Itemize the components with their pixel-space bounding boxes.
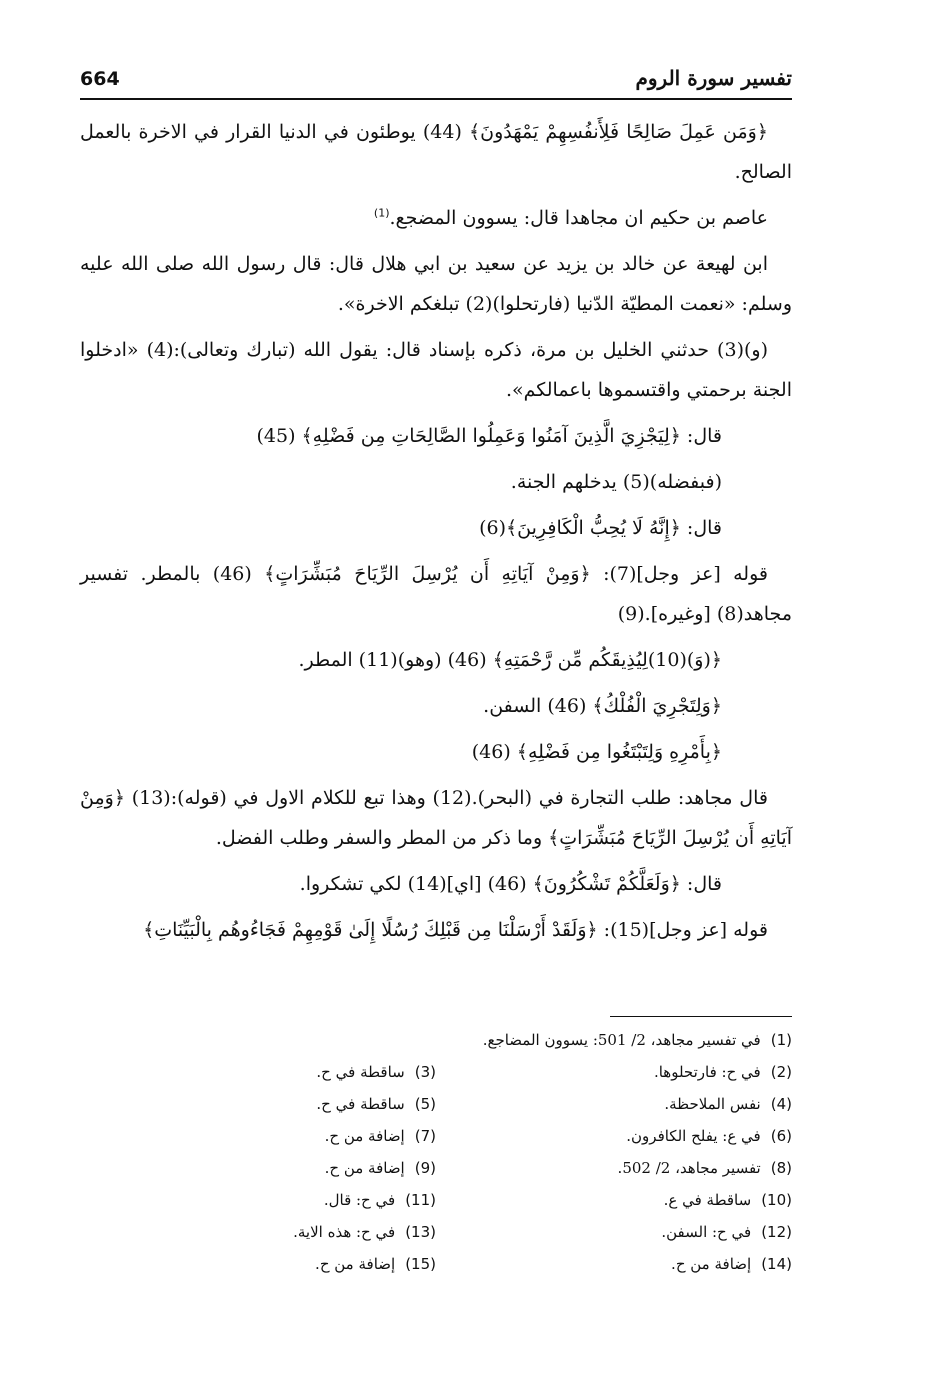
footnote-number: (3) xyxy=(414,1063,436,1081)
footnote-text: نفس الملاحظة. xyxy=(664,1095,761,1113)
paragraph xyxy=(80,198,792,238)
footnote-number: (10) xyxy=(761,1191,792,1209)
footnote-row xyxy=(80,1063,792,1095)
footnote xyxy=(325,1159,436,1177)
footnote-text: إضافة من ح. xyxy=(324,1127,405,1145)
footnote-text: ساقطة في ح. xyxy=(316,1095,405,1113)
page-number: 664 xyxy=(80,68,120,90)
paragraph-text: (فبفضله)(5) يدخلهم الجنة. xyxy=(510,471,722,493)
footnote-number: (8) xyxy=(770,1159,792,1177)
footnote-number: (14) xyxy=(761,1255,792,1273)
header-divider xyxy=(80,98,792,100)
footnote xyxy=(661,1223,792,1241)
footnote-text: في ح: هذه الاية. xyxy=(293,1223,396,1241)
footnote-number: (11) xyxy=(405,1191,436,1209)
footnote-number: (5) xyxy=(414,1095,436,1113)
footnote-number: (2) xyxy=(770,1063,792,1081)
paragraph xyxy=(80,864,792,904)
footnote-text: إضافة من ح. xyxy=(324,1159,405,1177)
main-text xyxy=(80,112,792,956)
footnote-text: في ع: يفلح الكافرون. xyxy=(626,1127,761,1145)
footnote-number: (7) xyxy=(414,1127,436,1145)
paragraph xyxy=(80,778,792,858)
footnote-row xyxy=(80,1095,792,1127)
paragraph-text: قوله [عز وجل](15): ﴿وَلَقَدْ أَرْسَلْنَا مِن قَبْلِكَ رُسُلًا إِلَىٰ قَوْمِهِمْ فَجَاءُوهُم بِالْبَيِّنَاتِ﴾ xyxy=(143,919,768,941)
paragraph xyxy=(80,508,792,548)
footnote-text: في ح: فارتحلوها. xyxy=(653,1063,761,1081)
footnote-text: في تفسير مجاهد، 2/ 501: يسوون المضاجع. xyxy=(482,1031,761,1049)
footnote xyxy=(483,1031,792,1049)
footnote-row xyxy=(80,1159,792,1191)
footnote-number: (6) xyxy=(770,1127,792,1145)
paragraph-text: ﴿(وَ)(10)لِيُذِيقَكُم مِّن رَّحْمَتِهِ﴾ (46) (وهو)(11) المطر. xyxy=(298,649,722,671)
paragraph-text: ابن لهيعة عن خالد بن يزيد عن سعيد بن ابي هلال قال: قال رسول الله صلى الله عليه وسلم: «نعمت المطيّة الدّنيا (فارتحلوا)(2) تبلغكم الاخرة». xyxy=(80,253,792,315)
footnote-number: (13) xyxy=(405,1223,436,1241)
footnote xyxy=(664,1191,792,1209)
footnote xyxy=(618,1159,792,1177)
paragraph-text: قال: ﴿وَلَعَلَّكُمْ تَشْكُرُونَ﴾ (46) [اي](14) لكي تشكروا. xyxy=(299,873,722,895)
paragraph-text: قال: ﴿لِيَجْزِيَ الَّذِينَ آمَنُوا وَعَمِلُوا الصَّالِحَاتِ مِن فَضْلِهِ﴾ (45) xyxy=(256,425,722,447)
footnote-marker: (1) xyxy=(373,206,390,220)
footnote xyxy=(315,1255,436,1273)
footnote-number: (9) xyxy=(414,1159,436,1177)
footnote xyxy=(671,1255,792,1273)
paragraph-text: ﴿وَمَن عَمِلَ صَالِحًا فَلِأَنفُسِهِمْ يَمْهَدُونَ﴾ (44) يوطئون في الدنيا القرار في الاخرة بالعمل الصالح. xyxy=(80,121,792,183)
paragraph xyxy=(80,244,792,324)
paragraph-text: عاصم بن حكيم ان مجاهدا قال: يسوون المضجع. xyxy=(389,207,768,229)
paragraph xyxy=(80,640,792,680)
footnote-text: تفسير مجاهد، 2/ 502. xyxy=(617,1159,761,1177)
footnote-text: إضافة من ح. xyxy=(315,1255,396,1273)
footnote-number: (12) xyxy=(761,1223,792,1241)
paragraph-text: ﴿وَلِتَجْرِيَ الْفُلْكُ﴾ (46) السفن. xyxy=(483,695,722,717)
paragraph-text: قال مجاهد: طلب التجارة في (البحر).(12) وهذا تبع للكلام الاول في (قوله):(13) ﴿وَمِنْ آيَاتِهِ أَن يُرْسِلَ الرِّيَاحَ مُبَشِّرَاتٍ﴾ وما ذكر من المطر والسفر وطلب الفضل. xyxy=(80,787,792,849)
paragraph xyxy=(80,732,792,772)
footnote-text: ساقطة في ع. xyxy=(663,1191,752,1209)
footnote xyxy=(293,1223,436,1241)
footnote xyxy=(316,1063,436,1081)
paragraph xyxy=(80,330,792,410)
footnote xyxy=(325,1127,436,1145)
paragraph xyxy=(80,910,792,950)
footnote-text: إضافة من ح. xyxy=(671,1255,752,1273)
footnote xyxy=(626,1127,792,1145)
footnote-text: في ح: قال. xyxy=(323,1191,396,1209)
paragraph xyxy=(80,416,792,456)
footnotes xyxy=(80,1031,792,1287)
footnote-row xyxy=(80,1191,792,1223)
footnote-row xyxy=(80,1127,792,1159)
running-title: تفسير سورة الروم xyxy=(635,66,792,90)
footnote xyxy=(654,1063,792,1081)
footnote-row xyxy=(80,1223,792,1255)
footnote xyxy=(324,1191,436,1209)
footnote-text: ساقطة في ح. xyxy=(316,1063,405,1081)
paragraph xyxy=(80,686,792,726)
paragraph xyxy=(80,554,792,634)
footnote xyxy=(316,1095,436,1113)
paragraph-text: (و)(3) حدثني الخليل بن مرة، ذكره بإسناد قال: يقول الله (تبارك وتعالى):(4) «ادخلوا الجنة برحمتي واقتسموها باعمالكم». xyxy=(80,339,792,401)
footnote-divider xyxy=(610,1016,792,1017)
paragraph-text: قوله [عز وجل](7): ﴿وَمِنْ آيَاتِهِ أَن يُرْسِلَ الرِّيَاحَ مُبَشِّرَاتٍ﴾ (46) بالمطر. تفسير مجاهد(8) [وغيره].(9) xyxy=(80,563,792,625)
footnote-number: (15) xyxy=(405,1255,436,1273)
paragraph xyxy=(80,462,792,502)
footnote-number: (4) xyxy=(770,1095,792,1113)
footnote-row xyxy=(80,1255,792,1287)
footnote-row xyxy=(80,1031,792,1063)
paragraph-text: ﴿بِأَمْرِهِ وَلِتَبْتَغُوا مِن فَضْلِهِ﴾ (46) xyxy=(471,741,722,763)
paragraph-text: قال: ﴿إِنَّهُ لَا يُحِبُّ الْكَافِرِينَ﴾(6) xyxy=(479,517,722,539)
page-header xyxy=(80,62,792,96)
paragraph xyxy=(80,112,792,192)
footnote-number: (1) xyxy=(770,1031,792,1049)
footnote xyxy=(664,1095,792,1113)
footnote-text: في ح: السفن. xyxy=(661,1223,752,1241)
